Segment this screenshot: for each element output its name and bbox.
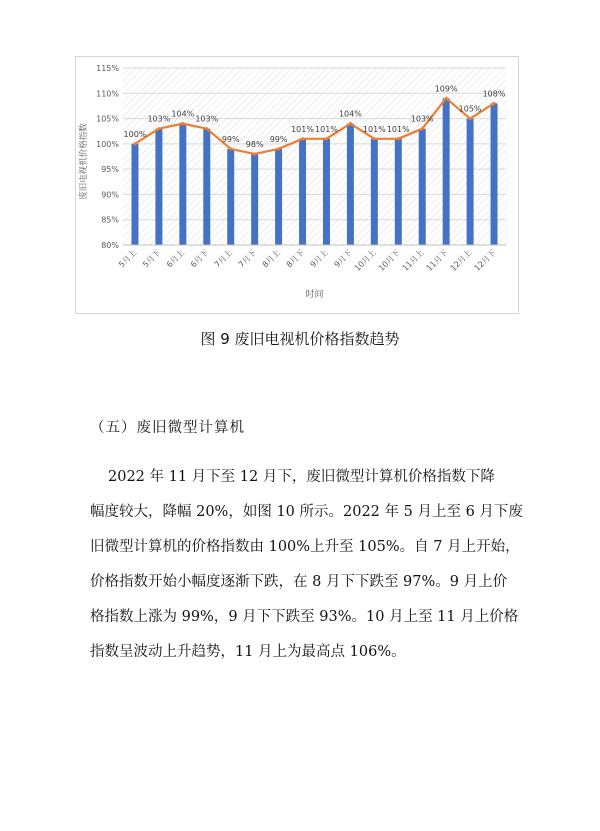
line-point [253,152,256,155]
x-tick-label: 5月上 [117,248,139,270]
paragraph-line-3: 旧微型计算机的价格指数由 100%上升至 105%。自 7 月上开始， [90,539,520,555]
data-label: 108% [482,89,506,99]
line-point [397,137,400,140]
data-label: 98% [245,139,264,149]
paragraph-line-1: 2022 年 11 月下至 12 月下，废旧微型计算机价格指数下降 [108,469,495,485]
paragraph-line-5: 格指数上涨为 99%，9 月下下跌至 93%。10 月上至 11 月上价格 [90,609,519,625]
data-label: 100% [123,129,147,139]
data-label: 101% [315,124,338,134]
data-label: 103% [147,114,171,124]
paragraph-line-4: 价格指数开始小幅度逐渐下跌，在 8 月下下跌至 97%。9 月上价 [90,574,508,590]
line-point [373,137,376,140]
x-tick-label: 7月下 [236,248,259,270]
line-point [421,127,424,130]
paragraph-line-2: 幅度较大，降幅 20%，如图 10 所示。2022 年 5 月上至 6 月下废 [90,504,523,520]
bar [131,144,138,245]
y-tick-label: 115% [96,64,119,73]
line-point [277,147,280,150]
x-tick-label: 6月下 [188,248,211,270]
y-axis-title: 废旧电视机价格指数 [79,123,89,200]
x-tick-label: 9月下 [332,248,354,270]
line-point [157,127,160,130]
data-label: 109% [434,84,458,94]
x-tick-label: 6月上 [164,248,187,270]
bar [419,129,426,245]
line-point [301,137,304,140]
chart-svg [76,57,520,315]
x-tick-label: 12月上 [448,248,474,273]
y-tick-label: 105% [96,114,119,124]
x-tick-label: 7月上 [212,248,235,270]
line-point [181,122,184,125]
line-point [492,102,495,105]
y-tick-label: 95% [101,165,119,175]
line-point [133,142,136,145]
bar [227,149,234,245]
line-point [325,137,328,140]
x-tick-label: 5月下 [141,248,163,270]
data-label: 101% [386,124,410,134]
x-tick-label: 8月下 [284,248,306,270]
x-tick-label: 10月上 [352,248,378,273]
data-label: 101% [291,124,314,134]
line-point [205,127,208,130]
y-tick-label: 110% [96,89,119,99]
y-tick-label: 100% [96,139,119,149]
bar [371,139,378,245]
bar [395,139,402,245]
bar [275,149,282,245]
bar [155,129,162,245]
x-tick-label: 11月下 [424,248,450,273]
line-point [349,122,352,125]
chart-frame [75,56,519,314]
data-label: 99% [221,134,240,144]
data-label: 105% [458,104,482,114]
line-point [445,97,448,100]
line-point [229,147,232,150]
bar [251,154,258,245]
figure-caption: 图 9 废旧电视机价格指数趋势 [200,330,400,348]
bar [491,103,498,245]
y-tick-label: 85% [101,215,119,225]
x-tick-label: 11月上 [400,248,426,273]
x-tick-label: 9月上 [308,248,330,270]
data-label: 101% [362,124,386,134]
y-tick-label: 90% [101,190,119,200]
bar [203,129,210,245]
x-tick-label: 10月下 [376,248,402,273]
data-label: 103% [410,114,434,124]
data-label: 104% [338,109,362,119]
x-tick-label: 8月上 [260,248,283,270]
data-label: 104% [171,109,195,119]
data-label: 103% [195,114,219,124]
x-axis-title: 时间 [305,290,324,300]
paragraph-line-6: 指数呈波动上升趋势，11 月上为最高点 106%。 [90,644,406,660]
bar [347,124,354,245]
bar [323,139,330,245]
line-point [468,117,471,120]
data-label: 99% [269,134,288,144]
section-heading: （五）废旧微型计算机 [90,420,245,436]
x-tick-label: 12月下 [472,248,498,273]
bar [299,139,306,245]
bar [467,119,474,245]
bar [179,124,186,245]
y-tick-label: 80% [101,241,119,250]
bar [443,98,450,245]
